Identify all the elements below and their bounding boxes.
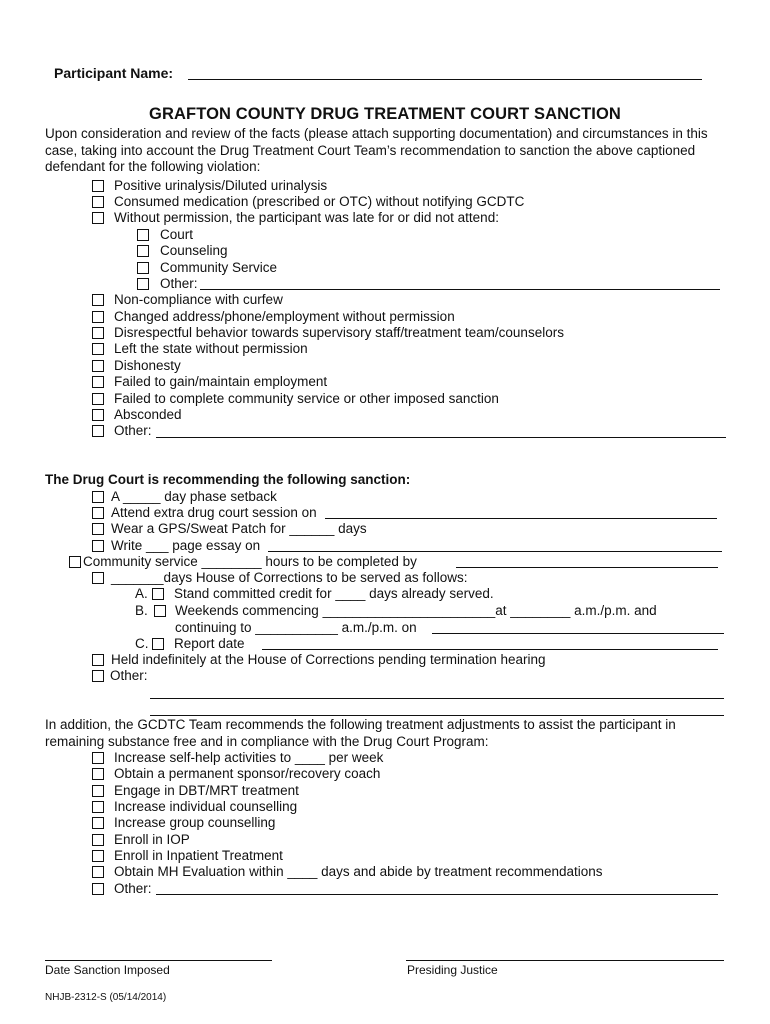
sub-counseling-label: Counseling	[160, 243, 228, 258]
checkbox-absconded[interactable]	[92, 409, 104, 421]
sanction-community-service: Community service ________ hours to be completed by	[83, 554, 417, 569]
community-service-line[interactable]	[456, 567, 718, 568]
option-a-label: A.	[135, 586, 148, 601]
violation-left-state: Left the state without permission	[114, 341, 308, 356]
treatment-intro-2: remaining substance free and in compliance with the Drug Court Program:	[45, 734, 489, 749]
intro-line-3: defendant for the following violation:	[45, 159, 261, 174]
date-sanction-label: Date Sanction Imposed	[45, 963, 170, 977]
checkbox-sub-other[interactable]	[137, 278, 149, 290]
extra-session-line[interactable]	[325, 518, 717, 519]
checkbox-held-indefinitely[interactable]	[92, 654, 104, 666]
checkbox-group[interactable]	[92, 817, 104, 829]
violation-other-line[interactable]	[156, 437, 726, 438]
sub-other-line[interactable]	[200, 289, 720, 290]
checkbox-curfew[interactable]	[92, 294, 104, 306]
option-c-text: Report date	[174, 636, 245, 651]
checkbox-treatment-other[interactable]	[92, 883, 104, 895]
sanction-other-label: Other:	[110, 668, 148, 683]
checkbox-extra-session[interactable]	[92, 507, 104, 519]
sanction-extra-session: Attend extra drug court session on	[111, 505, 317, 520]
treatment-sponsor: Obtain a permanent sponsor/recovery coach	[114, 766, 381, 781]
checkbox-changed-address[interactable]	[92, 311, 104, 323]
checkbox-sub-community-service[interactable]	[137, 262, 149, 274]
treatment-group: Increase group counselling	[114, 815, 276, 830]
violation-employment: Failed to gain/maintain employment	[114, 374, 328, 389]
checkbox-mh-eval[interactable]	[92, 866, 104, 878]
violation-changed-address: Changed address/phone/employment without permission	[114, 309, 455, 324]
presiding-justice-line[interactable]	[406, 960, 724, 961]
form-title: GRAFTON COUNTY DRUG TREATMENT COURT SANCTION	[149, 105, 621, 123]
participant-name-field[interactable]	[188, 79, 702, 80]
checkbox-sponsor[interactable]	[92, 768, 104, 780]
option-b-text: Weekends commencing _______________________at ________ a.m./p.m. and	[175, 603, 657, 618]
checkbox-late-or-absent[interactable]	[92, 212, 104, 224]
sanction-held: Held indefinitely at the House of Corrections pending termination hearing	[111, 652, 546, 667]
treatment-other-line[interactable]	[156, 894, 718, 895]
checkbox-option-c[interactable]	[152, 638, 164, 650]
checkbox-phase-setback[interactable]	[92, 491, 104, 503]
checkbox-inpatient[interactable]	[92, 850, 104, 862]
checkbox-positive-urinalysis[interactable]	[92, 180, 104, 192]
form-id: NHJB-2312-S (05/14/2014)	[45, 992, 167, 1003]
checkbox-consumed-medication[interactable]	[92, 196, 104, 208]
checkbox-violation-other[interactable]	[92, 425, 104, 437]
checkbox-iop[interactable]	[92, 834, 104, 846]
violation-consumed-medication: Consumed medication (prescribed or OTC) without notifying GCDTC	[114, 194, 525, 209]
option-b-label: B.	[135, 603, 148, 618]
treatment-inpatient: Enroll in Inpatient Treatment	[114, 848, 283, 863]
treatment-other-label: Other:	[114, 881, 152, 896]
sanction-essay: Write ___ page essay on	[111, 538, 261, 553]
sanction-phase-setback: A _____ day phase setback	[111, 489, 277, 504]
intro-line-1: Upon consideration and review of the facts (please attach supporting documentation) and circumstances in this	[45, 126, 708, 141]
option-b-line[interactable]	[432, 633, 724, 634]
sanction-other-line-2[interactable]	[150, 715, 724, 716]
violation-absconded: Absconded	[114, 407, 182, 422]
option-c-label: C.	[135, 636, 149, 651]
date-sanction-line[interactable]	[45, 960, 272, 961]
treatment-iop: Enroll in IOP	[114, 832, 190, 847]
violation-late-or-absent: Without permission, the participant was late for or did not attend:	[114, 210, 499, 225]
checkbox-dishonesty[interactable]	[92, 360, 104, 372]
treatment-dbt: Engage in DBT/MRT treatment	[114, 783, 299, 798]
treatment-self-help: Increase self-help activities to ____ per week	[114, 750, 384, 765]
checkbox-gps-patch[interactable]	[92, 523, 104, 535]
report-date-line[interactable]	[262, 649, 718, 650]
checkbox-community-service-sanction[interactable]	[69, 556, 81, 568]
checkbox-community-service[interactable]	[92, 393, 104, 405]
checkbox-essay[interactable]	[92, 540, 104, 552]
treatment-individual: Increase individual counselling	[114, 799, 298, 814]
checkbox-sub-counseling[interactable]	[137, 245, 149, 257]
violation-curfew: Non-compliance with curfew	[114, 292, 283, 307]
checkbox-sub-court[interactable]	[137, 229, 149, 241]
checkbox-sanction-other[interactable]	[92, 670, 104, 682]
sanction-gps-patch: Wear a GPS/Sweat Patch for ______ days	[111, 521, 367, 536]
option-a-text: Stand committed credit for ____ days already served.	[174, 586, 494, 601]
checkbox-dbt[interactable]	[92, 785, 104, 797]
violation-positive-urinalysis: Positive urinalysis/Diluted urinalysis	[114, 178, 328, 193]
violation-community-service: Failed to complete community service or other imposed sanction	[114, 391, 499, 406]
sanction-other-line-1[interactable]	[150, 698, 724, 699]
treatment-mh-eval: Obtain MH Evaluation within ____ days and abide by treatment recommendations	[114, 864, 603, 879]
option-b-continued: continuing to ___________ a.m./p.m. on	[175, 620, 417, 635]
intro-line-2: case, taking into account the Drug Treatment Court Team’s recommendation to sanction the above captioned	[45, 143, 696, 158]
sub-other-label: Other:	[160, 276, 198, 291]
checkbox-self-help[interactable]	[92, 752, 104, 764]
participant-name-label: Participant Name:	[54, 65, 174, 81]
checkbox-option-a[interactable]	[152, 588, 164, 600]
violation-dishonesty: Dishonesty	[114, 358, 181, 373]
checkbox-employment[interactable]	[92, 376, 104, 388]
checkbox-left-state[interactable]	[92, 343, 104, 355]
sub-community-service-label: Community Service	[160, 260, 278, 275]
checkbox-disrespectful[interactable]	[92, 327, 104, 339]
sanction-house-of-corrections: _______days House of Corrections to be served as follows:	[111, 570, 468, 585]
checkbox-option-b[interactable]	[154, 605, 166, 617]
checkbox-individual[interactable]	[92, 801, 104, 813]
checkbox-house-of-corrections[interactable]	[92, 572, 104, 584]
presiding-justice-label: Presiding Justice	[407, 963, 498, 977]
violation-disrespectful: Disrespectful behavior towards supervisory staff/treatment team/counselors	[114, 325, 564, 340]
violation-other-label: Other:	[114, 423, 152, 438]
sub-court-label: Court	[160, 227, 194, 242]
sanction-heading: The Drug Court is recommending the following sanction:	[45, 472, 411, 487]
treatment-intro-1: In addition, the GCDTC Team recommends the following treatment adjustments to assist the participant in	[45, 717, 676, 732]
essay-line[interactable]	[268, 551, 722, 552]
